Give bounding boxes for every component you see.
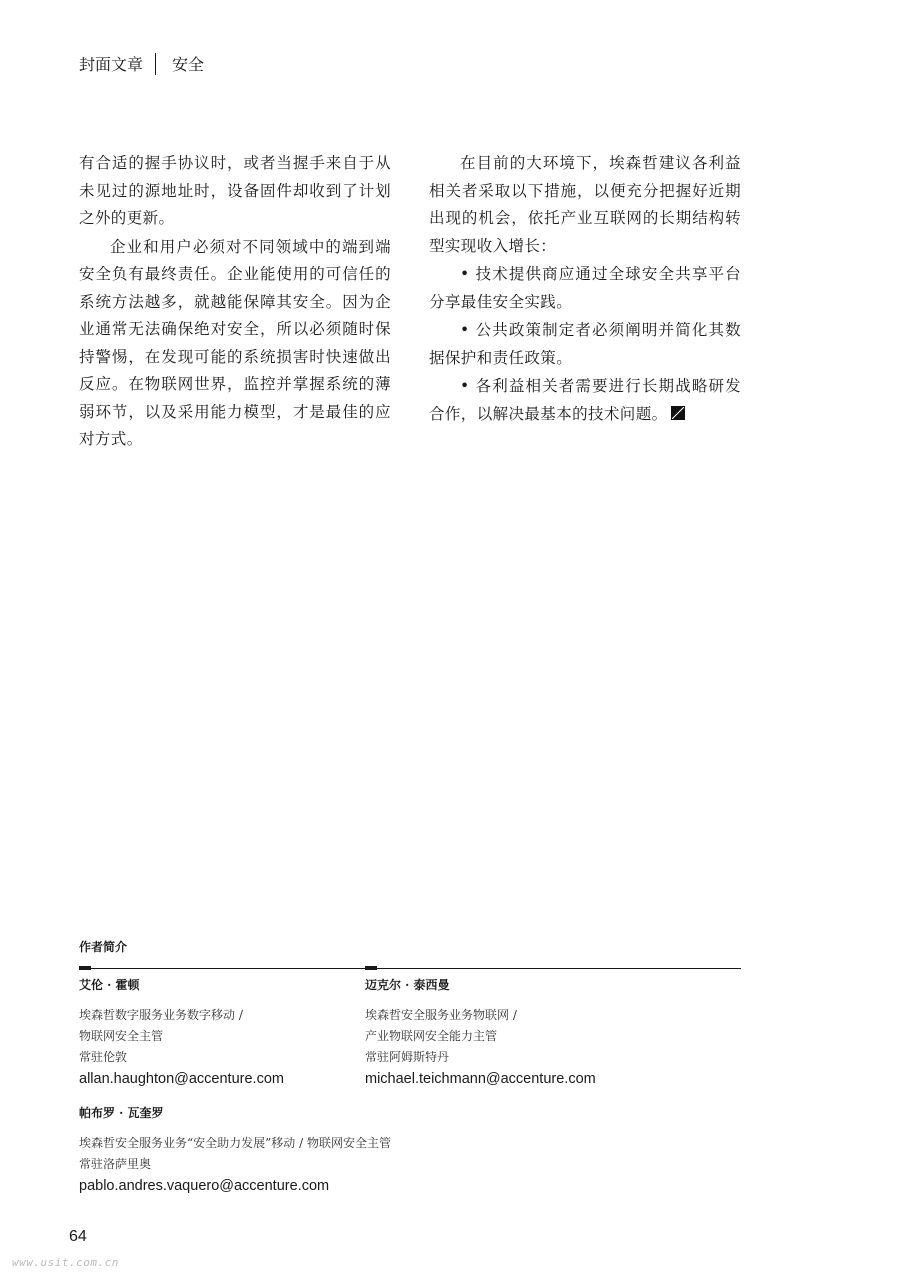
author-card bbox=[365, 976, 596, 1090]
paragraph-intro: 在目前的大环境下，埃森哲建议各利益相关者采取以下措施，以便充分把握好近期出现的机会，依托产业互联网的长期结构转型实现收入增长： bbox=[429, 154, 741, 255]
rule-marker bbox=[79, 966, 91, 970]
article-end-mark-icon bbox=[671, 406, 685, 420]
bullet-text: • 各利益相关者需要进行长期战略研发合作，以解决最基本的技术问题。 bbox=[429, 377, 741, 423]
author-email: pablo.andres.vaquero@accenture.com bbox=[79, 1178, 330, 1194]
bullet-item bbox=[429, 373, 741, 428]
watermark: www.usit.com.cn bbox=[12, 1256, 119, 1269]
author-bios bbox=[79, 938, 741, 969]
author-name: 艾伦 · 霍顿 bbox=[79, 978, 140, 992]
author-email: allan.haughton@accenture.com bbox=[79, 1071, 284, 1087]
author-location: 常驻阿姆斯特丹 bbox=[365, 1050, 450, 1064]
header-divider bbox=[155, 53, 156, 75]
author-title-line: 产业物联网安全能力主管 bbox=[365, 1029, 498, 1043]
left-column bbox=[79, 150, 391, 455]
paragraph: 有合适的握手协议时，或者当握手来自于从未见过的源地址时，设备固件却收到了计划之外的更新。 bbox=[79, 154, 391, 227]
author-title-line: 物联网安全主管 bbox=[79, 1029, 164, 1043]
author-card bbox=[79, 976, 284, 1090]
author-title-line: 埃森哲安全服务业务“安全助力发展”移动 / 物联网安全主管 bbox=[79, 1136, 391, 1150]
author-name: 帕布罗 · 瓦奎罗 bbox=[79, 1106, 164, 1120]
paragraph: 企业和用户必须对不同领域中的端到端安全负有最终责任。企业能使用的可信任的系统方法越多，就越能保障其安全。因为企业通常无法确保绝对安全，所以必须随时保持警惕，在发现可能的系统损害时快速做出反应。在物联网世界，监控并掌握系统的薄弱环节，以及采用能力模型，才是最佳的应对方式。 bbox=[79, 237, 391, 448]
right-column bbox=[429, 150, 741, 429]
section-label: 封面文章 bbox=[79, 55, 144, 74]
author-bios-rule bbox=[79, 968, 741, 969]
author-bios-heading: 作者简介 bbox=[79, 940, 128, 954]
author-location: 常驻伦敦 bbox=[79, 1050, 128, 1064]
section-header bbox=[79, 52, 204, 75]
author-title-line: 埃森哲安全服务业务物联网 / bbox=[365, 1008, 517, 1022]
rule-marker bbox=[365, 966, 377, 970]
bullet-item: • 技术提供商应通过全球安全共享平台分享最佳安全实践。 bbox=[429, 265, 741, 311]
author-email: michael.teichmann@accenture.com bbox=[365, 1071, 596, 1087]
topic-label: 安全 bbox=[172, 55, 205, 74]
author-name: 迈克尔 · 泰西曼 bbox=[365, 978, 450, 992]
bullet-item: • 公共政策制定者必须阐明并简化其数据保护和责任政策。 bbox=[429, 321, 741, 367]
page-number: 64 bbox=[69, 1228, 87, 1245]
author-card bbox=[79, 1104, 391, 1197]
author-title-line: 埃森哲数字服务业务数字移动 / bbox=[79, 1008, 243, 1022]
author-location: 常驻洛萨里奥 bbox=[79, 1157, 152, 1171]
